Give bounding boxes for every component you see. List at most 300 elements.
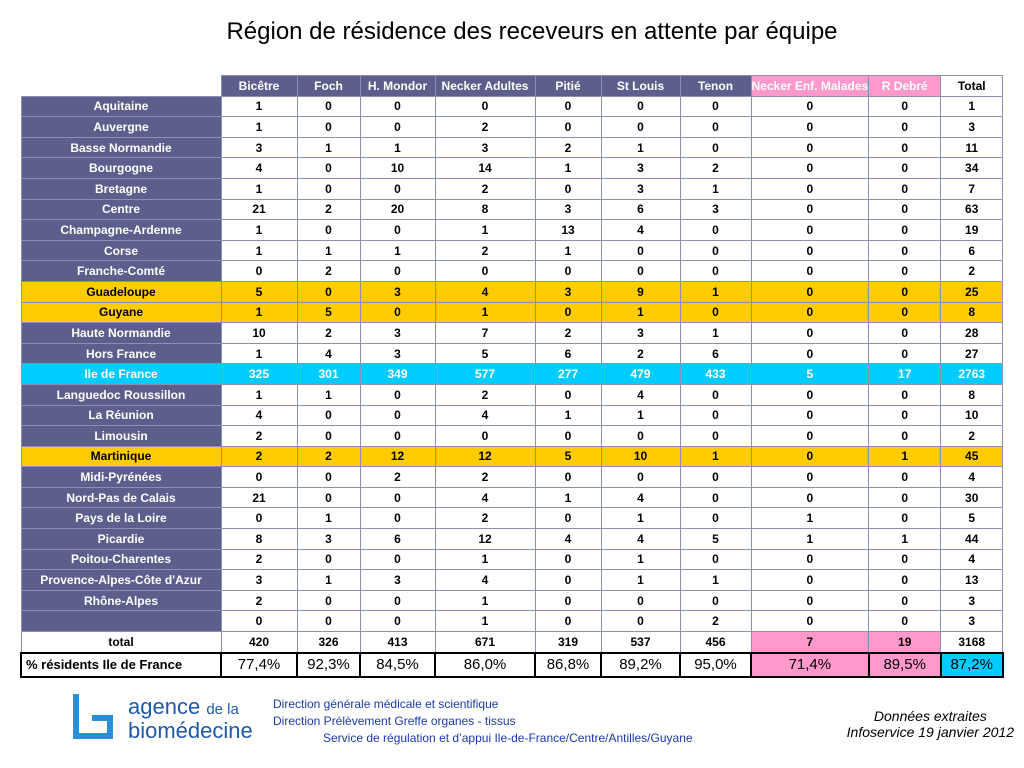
- table-cell: 0: [221, 611, 297, 632]
- column-header: Foch: [297, 76, 360, 97]
- table-cell: 1: [360, 240, 435, 261]
- table-cell: 0: [869, 343, 941, 364]
- table-cell: 0: [751, 590, 869, 611]
- table-cell: 34: [941, 158, 1003, 179]
- table-cell: 1: [297, 570, 360, 591]
- table-cell: 1: [601, 302, 680, 323]
- table-cell: 479: [601, 364, 680, 385]
- row-label: Limousin: [21, 426, 221, 447]
- table-cell: 1: [297, 240, 360, 261]
- table-cell: 0: [680, 96, 751, 117]
- row-label: Hors France: [21, 343, 221, 364]
- table-cell: 1: [435, 220, 535, 241]
- table-cell: 2: [297, 446, 360, 467]
- table-cell: 0: [297, 487, 360, 508]
- source-line-1: Données extraites: [873, 708, 987, 724]
- table-cell: 4: [435, 570, 535, 591]
- table-cell: 0: [535, 426, 601, 447]
- table-cell: 2: [435, 178, 535, 199]
- table-cell: 0: [601, 261, 680, 282]
- percentage-cell: 84,5%: [360, 653, 435, 677]
- table-cell: 3: [680, 199, 751, 220]
- table-cell: 0: [680, 220, 751, 241]
- table-cell: 0: [297, 611, 360, 632]
- table-cell: 0: [751, 570, 869, 591]
- row-label: Corse: [21, 240, 221, 261]
- total-cell: 413: [360, 632, 435, 653]
- table-cell: 0: [297, 405, 360, 426]
- table-row: [21, 261, 1003, 282]
- table-cell: 0: [680, 549, 751, 570]
- table-cell: 1: [751, 529, 869, 550]
- table-cell: 6: [941, 240, 1003, 261]
- table-cell: 3: [941, 611, 1003, 632]
- table-cell: 0: [869, 405, 941, 426]
- table-cell: 0: [680, 117, 751, 138]
- table-cell: 1: [221, 343, 297, 364]
- table-cell: 0: [751, 117, 869, 138]
- table-cell: 0: [869, 240, 941, 261]
- table-cell: 1: [680, 570, 751, 591]
- table-cell: 0: [751, 261, 869, 282]
- table-cell: 0: [751, 240, 869, 261]
- header-row: [21, 76, 1003, 97]
- table-cell: 2: [221, 590, 297, 611]
- total-cell: 3168: [941, 632, 1003, 653]
- table-cell: 6: [680, 343, 751, 364]
- table-cell: 0: [680, 261, 751, 282]
- table-cell: 9: [601, 281, 680, 302]
- table-cell: 0: [360, 96, 435, 117]
- agence-biomedecine-logo: [72, 690, 252, 748]
- row-label: Martinique: [21, 446, 221, 467]
- table-cell: 4: [601, 529, 680, 550]
- table-cell: 5: [535, 446, 601, 467]
- table-cell: 4: [941, 467, 1003, 488]
- percentage-cell: 71,4%: [751, 653, 869, 677]
- table-cell: 0: [869, 611, 941, 632]
- table-cell: 0: [221, 508, 297, 529]
- table-cell: 2763: [941, 364, 1003, 385]
- table-cell: 63: [941, 199, 1003, 220]
- table-cell: 2: [221, 446, 297, 467]
- table-cell: 0: [601, 590, 680, 611]
- table-cell: 0: [535, 384, 601, 405]
- column-header: St Louis: [601, 76, 680, 97]
- table-cell: 27: [941, 343, 1003, 364]
- table-cell: 2: [535, 137, 601, 158]
- table-row: [21, 487, 1003, 508]
- table-row: [21, 570, 1003, 591]
- table-cell: 0: [435, 426, 535, 447]
- row-label: Bourgogne: [21, 158, 221, 179]
- percentage-cell: 86,0%: [435, 653, 535, 677]
- table-cell: 0: [535, 302, 601, 323]
- column-header: R Debré: [869, 76, 941, 97]
- table-row: [21, 137, 1003, 158]
- table-cell: 3: [535, 199, 601, 220]
- table-cell: 0: [751, 96, 869, 117]
- table-cell: 4: [435, 487, 535, 508]
- table-cell: 0: [680, 426, 751, 447]
- table-cell: 0: [360, 508, 435, 529]
- table-cell: 3: [601, 178, 680, 199]
- table-cell: 0: [869, 384, 941, 405]
- table-cell: 0: [535, 467, 601, 488]
- table-row: [21, 178, 1003, 199]
- table-cell: 0: [360, 220, 435, 241]
- table-row: [21, 343, 1003, 364]
- table-cell: 2: [535, 323, 601, 344]
- table-cell: 0: [360, 405, 435, 426]
- table-cell: 4: [435, 405, 535, 426]
- table-row: [21, 96, 1003, 117]
- column-header: Necker Enf. Malades: [751, 76, 869, 97]
- table-row: [21, 529, 1003, 550]
- table-cell: 0: [297, 220, 360, 241]
- table-cell: 0: [360, 426, 435, 447]
- total-cell: 7: [751, 632, 869, 653]
- percentage-label: % résidents Ile de France: [21, 653, 221, 677]
- table-cell: 0: [751, 611, 869, 632]
- total-row: [21, 632, 1003, 653]
- table-cell: 0: [680, 508, 751, 529]
- table-cell: 3: [221, 570, 297, 591]
- table-row: [21, 467, 1003, 488]
- table-cell: 0: [360, 590, 435, 611]
- table-cell: 1: [601, 570, 680, 591]
- table-cell: 1: [221, 240, 297, 261]
- table-cell: 1: [221, 384, 297, 405]
- table-cell: 0: [869, 261, 941, 282]
- table-cell: 2: [435, 508, 535, 529]
- table-cell: 1: [221, 220, 297, 241]
- table-cell: 1: [680, 178, 751, 199]
- total-cell: 537: [601, 632, 680, 653]
- table-cell: 1: [941, 96, 1003, 117]
- column-header: Pitié: [535, 76, 601, 97]
- row-label: Picardie: [21, 529, 221, 550]
- percentage-cell: 87,2%: [941, 653, 1003, 677]
- table-row: [21, 384, 1003, 405]
- table-cell: 2: [435, 117, 535, 138]
- table-cell: 2: [360, 467, 435, 488]
- percentage-cell: 89,5%: [869, 653, 941, 677]
- table-cell: 0: [751, 220, 869, 241]
- table-cell: 0: [869, 467, 941, 488]
- table-cell: 0: [751, 467, 869, 488]
- table-cell: 2: [297, 199, 360, 220]
- table-cell: 1: [680, 323, 751, 344]
- table-cell: 0: [221, 261, 297, 282]
- table-cell: 3: [360, 323, 435, 344]
- table-cell: 1: [601, 508, 680, 529]
- table-cell: 0: [435, 96, 535, 117]
- row-label: Haute Normandie: [21, 323, 221, 344]
- table-cell: 4: [601, 384, 680, 405]
- table-cell: 0: [360, 549, 435, 570]
- table-row: [21, 549, 1003, 570]
- table-cell: 0: [869, 302, 941, 323]
- logo-text-line2: biomédecine: [128, 718, 253, 743]
- source-line-2: Infoservice 19 janvier 2012: [846, 724, 1014, 740]
- row-label: Basse Normandie: [21, 137, 221, 158]
- table-cell: 277: [535, 364, 601, 385]
- table-cell: 0: [751, 323, 869, 344]
- table-cell: 1: [297, 137, 360, 158]
- direction-line-3: Service de régulation et d’appui Ile-de-France/Centre/Antilles/Guyane: [323, 731, 693, 745]
- table-cell: 5: [221, 281, 297, 302]
- row-label: Poitou-Charentes: [21, 549, 221, 570]
- table-cell: 1: [601, 549, 680, 570]
- table-cell: 5: [435, 343, 535, 364]
- table-cell: 1: [869, 446, 941, 467]
- logo-bracket-icon: [72, 692, 116, 742]
- table-cell: 1: [535, 487, 601, 508]
- table-cell: 301: [297, 364, 360, 385]
- table-cell: 0: [535, 178, 601, 199]
- column-header: H. Mondor: [360, 76, 435, 97]
- table-cell: 0: [869, 549, 941, 570]
- table-cell: 21: [221, 199, 297, 220]
- table-cell: 12: [360, 446, 435, 467]
- table-cell: 1: [535, 405, 601, 426]
- table-cell: 0: [869, 570, 941, 591]
- table-row: [21, 240, 1003, 261]
- table-cell: 0: [297, 96, 360, 117]
- table-cell: 4: [221, 158, 297, 179]
- table-cell: 349: [360, 364, 435, 385]
- table-cell: 4: [535, 529, 601, 550]
- table-cell: 3: [297, 529, 360, 550]
- table-cell: 0: [751, 137, 869, 158]
- table-cell: 2: [297, 323, 360, 344]
- table-cell: 0: [751, 281, 869, 302]
- row-label: Champagne-Ardenne: [21, 220, 221, 241]
- table-cell: 2: [435, 240, 535, 261]
- table-cell: 0: [535, 570, 601, 591]
- table-cell: 1: [869, 529, 941, 550]
- table-cell: 13: [941, 570, 1003, 591]
- table-cell: 0: [751, 343, 869, 364]
- percentage-cell: 77,4%: [221, 653, 297, 677]
- row-label: Ile de France: [21, 364, 221, 385]
- table-cell: 30: [941, 487, 1003, 508]
- table-cell: 0: [297, 117, 360, 138]
- header-corner: [21, 76, 221, 97]
- row-label: Midi-Pyrénées: [21, 467, 221, 488]
- table-cell: 3: [601, 158, 680, 179]
- table-cell: 0: [751, 549, 869, 570]
- residence-table: [20, 75, 1004, 678]
- table-cell: 0: [221, 467, 297, 488]
- table-row: [21, 611, 1003, 632]
- table-cell: 0: [297, 549, 360, 570]
- table-cell: 0: [869, 178, 941, 199]
- table-cell: 1: [297, 384, 360, 405]
- table-cell: 2: [435, 384, 535, 405]
- table-cell: 1: [535, 158, 601, 179]
- table-cell: 0: [360, 611, 435, 632]
- table-cell: 5: [941, 508, 1003, 529]
- table-cell: 0: [297, 590, 360, 611]
- table-cell: 0: [297, 158, 360, 179]
- column-header: Bicêtre: [221, 76, 297, 97]
- table-cell: 1: [601, 137, 680, 158]
- table-cell: 1: [435, 611, 535, 632]
- percentage-cell: 92,3%: [297, 653, 360, 677]
- table-cell: 0: [680, 487, 751, 508]
- table-cell: 0: [360, 178, 435, 199]
- logo-text-line1: agence de la: [128, 694, 239, 719]
- table-cell: 0: [360, 487, 435, 508]
- table-cell: 0: [601, 117, 680, 138]
- table-row: [21, 446, 1003, 467]
- total-cell: 19: [869, 632, 941, 653]
- table-cell: 0: [360, 261, 435, 282]
- table-cell: 0: [601, 426, 680, 447]
- table-cell: 0: [535, 508, 601, 529]
- table-cell: 6: [360, 529, 435, 550]
- table-cell: 1: [360, 137, 435, 158]
- table-cell: 6: [601, 199, 680, 220]
- table-cell: 0: [535, 590, 601, 611]
- table-cell: 325: [221, 364, 297, 385]
- table-row: [21, 302, 1003, 323]
- table-cell: 21: [221, 487, 297, 508]
- table-cell: 1: [680, 446, 751, 467]
- table-row: [21, 199, 1003, 220]
- table-cell: 0: [601, 611, 680, 632]
- table-cell: 0: [869, 323, 941, 344]
- table-cell: 12: [435, 446, 535, 467]
- table-cell: 1: [221, 178, 297, 199]
- row-label: Centre: [21, 199, 221, 220]
- table-cell: 4: [601, 487, 680, 508]
- table-cell: 10: [601, 446, 680, 467]
- table-cell: 0: [869, 426, 941, 447]
- table-cell: 10: [941, 405, 1003, 426]
- table-row: [21, 220, 1003, 241]
- table-cell: 0: [360, 117, 435, 138]
- table-row: [21, 508, 1003, 529]
- table-cell: 13: [535, 220, 601, 241]
- table-cell: 0: [360, 384, 435, 405]
- table-cell: 0: [601, 467, 680, 488]
- column-header: Necker Adultes: [435, 76, 535, 97]
- percentage-cell: 95,0%: [680, 653, 751, 677]
- table-cell: 0: [680, 467, 751, 488]
- table-cell: 1: [535, 240, 601, 261]
- table-cell: 3: [360, 570, 435, 591]
- table-cell: 2: [941, 426, 1003, 447]
- table-cell: 433: [680, 364, 751, 385]
- table-cell: 2: [680, 611, 751, 632]
- row-label: La Réunion: [21, 405, 221, 426]
- table-cell: 7: [435, 323, 535, 344]
- table-cell: 2: [680, 158, 751, 179]
- table-cell: 0: [297, 467, 360, 488]
- table-cell: 0: [869, 158, 941, 179]
- row-label: Bretagne: [21, 178, 221, 199]
- table-cell: 0: [869, 590, 941, 611]
- row-label: Languedoc Roussillon: [21, 384, 221, 405]
- table-cell: 44: [941, 529, 1003, 550]
- table-cell: 8: [941, 302, 1003, 323]
- row-label: Rhône-Alpes: [21, 590, 221, 611]
- table-cell: 3: [601, 323, 680, 344]
- table-cell: 8: [221, 529, 297, 550]
- table-cell: 3: [535, 281, 601, 302]
- table-cell: 5: [751, 364, 869, 385]
- table-cell: 28: [941, 323, 1003, 344]
- table-cell: 1: [435, 590, 535, 611]
- table-cell: 45: [941, 446, 1003, 467]
- table-cell: 0: [751, 199, 869, 220]
- row-label: [21, 611, 221, 632]
- table-cell: 0: [680, 137, 751, 158]
- table-cell: 4: [297, 343, 360, 364]
- table-cell: 17: [869, 364, 941, 385]
- direction-line-2: Direction Prélèvement Greffe organes - tissus: [273, 714, 516, 728]
- table-cell: 3: [941, 117, 1003, 138]
- row-label: Pays de la Loire: [21, 508, 221, 529]
- total-cell: 319: [535, 632, 601, 653]
- total-cell: 420: [221, 632, 297, 653]
- table-cell: 0: [751, 405, 869, 426]
- percentage-cell: 86,8%: [535, 653, 601, 677]
- table-cell: 0: [869, 137, 941, 158]
- table-cell: 0: [535, 117, 601, 138]
- table-row: [21, 158, 1003, 179]
- table-cell: 2: [435, 467, 535, 488]
- table-row: [21, 405, 1003, 426]
- table-cell: 12: [435, 529, 535, 550]
- table-row: [21, 426, 1003, 447]
- table-cell: 0: [360, 302, 435, 323]
- table-cell: 25: [941, 281, 1003, 302]
- table-cell: 1: [221, 117, 297, 138]
- table-cell: 0: [869, 487, 941, 508]
- table-cell: 0: [869, 508, 941, 529]
- table-cell: 1: [221, 96, 297, 117]
- row-label: Guadeloupe: [21, 281, 221, 302]
- table-cell: 1: [680, 281, 751, 302]
- table-cell: 7: [941, 178, 1003, 199]
- table-cell: 0: [751, 487, 869, 508]
- row-label: Aquitaine: [21, 96, 221, 117]
- table-cell: 0: [535, 261, 601, 282]
- table-cell: 0: [601, 240, 680, 261]
- table-cell: 4: [221, 405, 297, 426]
- table-cell: 577: [435, 364, 535, 385]
- page-title: Région de résidence des receveurs en attente par équipe: [226, 18, 838, 45]
- table-cell: 0: [751, 446, 869, 467]
- table-cell: 1: [435, 549, 535, 570]
- table-cell: 0: [535, 96, 601, 117]
- percentage-row: [21, 653, 1003, 677]
- row-label: Provence-Alpes-Côte d'Azur: [21, 570, 221, 591]
- column-header: Tenon: [680, 76, 751, 97]
- table-cell: 0: [680, 405, 751, 426]
- table-cell: 0: [680, 384, 751, 405]
- table-cell: 2: [941, 261, 1003, 282]
- table-cell: 0: [869, 117, 941, 138]
- table-cell: 0: [751, 302, 869, 323]
- table-cell: 11: [941, 137, 1003, 158]
- table-cell: 0: [869, 281, 941, 302]
- percentage-cell: 89,2%: [601, 653, 680, 677]
